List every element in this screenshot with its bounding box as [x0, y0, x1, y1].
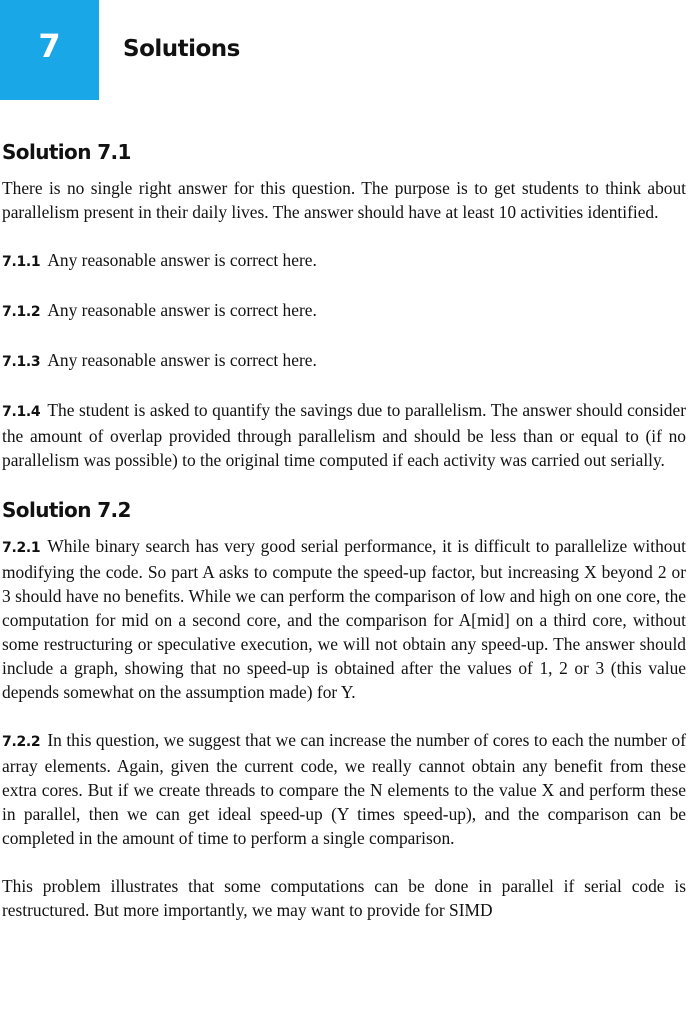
item-text: Any reasonable answer is correct here.	[47, 350, 317, 370]
item-label: 7.1.1	[2, 254, 41, 270]
page-content	[2, 138, 686, 922]
item-label: 7.2.2	[2, 734, 41, 750]
solution-section-7-2	[2, 496, 686, 922]
item-text: The student is asked to quantify the savings due to parallelism. The answer should consider the amount of overlap provided through parallelism and should be less than or equal to (if no parallelism was possible) to the original time computed if each activity was carried out serially.	[2, 400, 686, 470]
item-label: 7.1.4	[2, 404, 41, 420]
item-text: Any reasonable answer is correct here.	[47, 300, 317, 320]
chapter-title: Solutions	[123, 36, 240, 62]
solution-item	[2, 248, 686, 274]
item-text: In this question, we suggest that we can increase the number of cores to each the number of array elements. Again, given the current code, we really cannot obtain any benefit from these extra cores. But if we create threads to compare the N elements to the value X and perform these in parallel, then we can get ideal speed-up (Y times speed-up), and the comparison can be completed in the amount of time to perform a single comparison.	[2, 730, 686, 848]
chapter-number-box	[0, 0, 99, 100]
item-text: While binary search has very good serial performance, it is difficult to parallelize without modifying the code. So part A asks to compute the speed-up factor, but increasing X beyond 2 or 3 should have no benefits. While we can perform the comparison of low and high on one core, the computation for mid on a second core, and the comparison for A[mid] on a third core, without some restructuring or speculative execution, we will not obtain any speed-up. The answer should include a graph, showing that no speed-up is obtained after the values of 1, 2 or 3 (this value depends somewhat on the assumption made) for Y.	[2, 536, 686, 702]
item-label: 7.2.1	[2, 540, 41, 556]
chapter-number: 7	[38, 27, 61, 65]
solution-item	[2, 348, 686, 374]
section-heading: Solution 7.2	[2, 498, 131, 522]
solution-item	[2, 298, 686, 324]
section-heading: Solution 7.1	[2, 140, 131, 164]
item-text: Any reasonable answer is correct here.	[47, 250, 317, 270]
section-intro: There is no single right answer for this question. The purpose is to get students to think about parallelism present in their daily lives. The answer should have at least 10 activities identified.	[2, 178, 686, 222]
section-closing: This problem illustrates that some computations can be done in parallel if serial code is restructured. But more importantly, we may want to provide for SIMD	[2, 876, 686, 920]
solution-item	[2, 728, 686, 850]
solution-item	[2, 534, 686, 704]
solution-section-7-1	[2, 138, 686, 472]
item-label: 7.1.2	[2, 304, 41, 320]
chapter-header	[0, 0, 688, 100]
solution-item	[2, 398, 686, 472]
item-label: 7.1.3	[2, 354, 41, 370]
